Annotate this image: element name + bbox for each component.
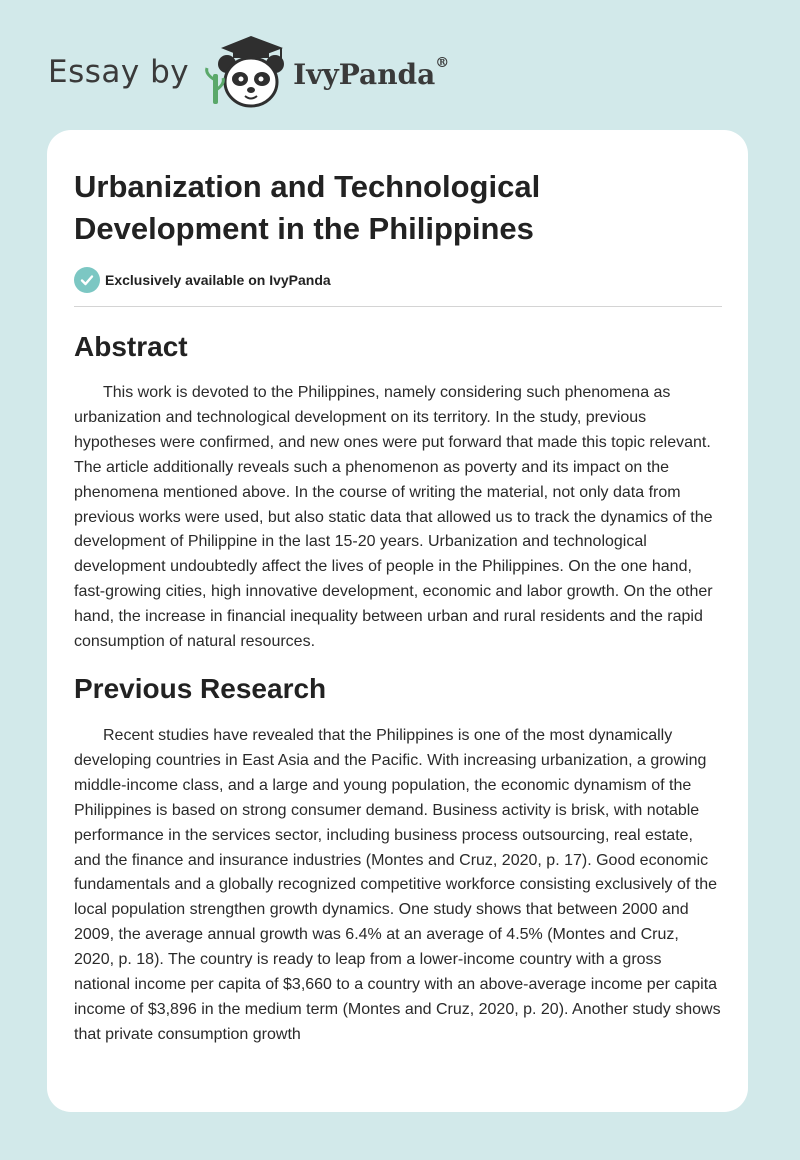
essay-title <box>74 166 722 250</box>
check-icon <box>74 267 100 293</box>
brand-prefix: Essay by <box>48 54 190 90</box>
exclusive-badge-text: Exclusively available on IvyPanda <box>105 272 331 288</box>
trademark-symbol: ® <box>435 55 450 72</box>
brand-name[interactable]: IvyPanda® <box>293 55 450 91</box>
previous-research-heading: Previous Research <box>74 672 327 704</box>
abstract-heading: Abstract <box>74 331 188 362</box>
panda-graduate-logo-icon[interactable] <box>203 34 299 110</box>
previous-research-paragraph: Recent studies have revealed that the Philippines is one of the most dynamically developing countries in East Asia and the Pacific. With increasing urbanization, a growing middle-income class, and a large and young population, the economic dynamism of the Philippines is based on strong consumer demand. Business activity is brisk, with notable performance in the services sector, including business process outsourcing, real estate, and the finance and insurance industries (Montes and Cruz, 2020, p. 17). Good economic fundamentals and a globally recognized competitive workforce consisting exclusively of the local population strengthen growth dynamics. One study shows that between 2000 and 2009, the average annual growth was 6.4% at an average of 4.5% (Montes and Cruz, 2020, p. 18). The country is ready to leap from a lower-income country with a gross national income per capita of $3,660 to a country with an above-average income per capita income of $3,896 in the medium term (Montes and Cruz, 2020, p. 20). Another study shows that private consumption growth <box>74 726 721 1043</box>
title-line-1: Urbanization and Technological <box>74 169 541 204</box>
exclusive-badge <box>74 266 722 294</box>
title-line-2: Development in the Philippines <box>74 211 534 246</box>
site-header <box>48 34 449 110</box>
essay-card <box>47 130 748 1112</box>
divider <box>74 306 722 307</box>
abstract-paragraph: This work is devoted to the Philippines, namely considering such phenomena as urbanization and technological development on its territory. In the study, previous hypotheses were confirmed, and new ones were put forward that made this topic relevant. The article additionally reveals such a phenomenon as poverty and its impact on the phenomena mentioned above. In the course of writing the material, not only data from previous works were used, but also static data that allowed us to track the dynamics of the development of Philippine in the last 15-20 years. Urbanization and technological development undoubtedly affect the lives of people in the Philippines. On the one hand, fast-growing cities, high innovative development, economic and labor growth. On the other hand, the increase in financial inequality between urban and rural residents and the rapid consumption of natural resources. <box>74 384 713 651</box>
